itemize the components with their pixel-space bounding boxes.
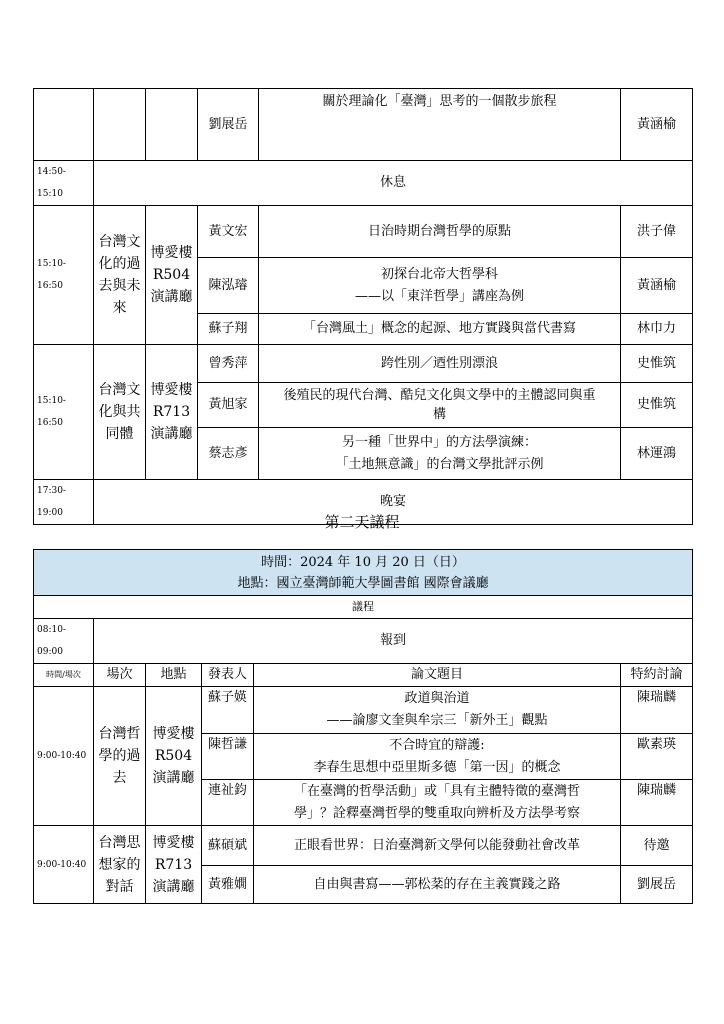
paper-title-line: 學」？詮釋臺灣哲學的雙重取向辨析及方法學考察 (293, 805, 580, 821)
paper-title-cell (254, 687, 621, 734)
discussant-cell: 史惟筑 (621, 383, 693, 428)
break-time: 14:50-15:10 (34, 161, 94, 206)
dinner-label: 晚宴 (94, 480, 693, 525)
header-time: 時間/場次 (34, 664, 94, 687)
venue-cell (146, 89, 198, 161)
paper-title-line: 政道與治道 (404, 691, 470, 706)
paper-title-line: 李春生思想中亞里斯多德「第一因」的概念 (313, 759, 561, 775)
session-name: 台灣文化與共同體 (94, 345, 146, 480)
header-title: 論文題目 (254, 664, 621, 687)
paper-title-line: 後殖民的現代台灣、酷兒文化與文學中的主體認同與重 (283, 388, 596, 403)
paper-title-cell (259, 314, 621, 345)
session-venue: 博愛樓R504演講廳 (146, 687, 202, 826)
paper-title-line: 另一種「世界中」的方法學演練： (341, 434, 537, 450)
discussant-cell: 林運鴻 (621, 428, 693, 480)
paper-title-cell (254, 826, 621, 866)
paper-title: 自由與書寫——郭松棻的存在主義實踐之路 (313, 876, 561, 892)
paper-title-cell (259, 345, 621, 383)
discussant-cell: 陳瑞麟 (621, 780, 693, 826)
paper-title-cell (259, 89, 621, 161)
registration-time: 08:10-09:00 (34, 619, 94, 664)
speaker-cell: 陳哲謙 (202, 734, 254, 780)
speaker-cell: 黃旭家 (198, 383, 259, 428)
paper-title-line: ——論廖文奎與牟宗三「新外王」觀點 (326, 713, 548, 728)
speaker-cell: 陳泓璿 (198, 258, 259, 314)
discussant-cell: 劉展岳 (621, 866, 693, 904)
table-row (34, 550, 693, 596)
speaker-cell: 黃文宏 (198, 206, 259, 258)
speaker-cell: 蘇子媖 (202, 687, 254, 734)
discussant-cell: 林巾力 (621, 314, 693, 345)
session-venue: 博愛樓R504演講廳 (146, 206, 198, 345)
discussant-cell: 黃涵榆 (621, 89, 693, 161)
discussant-cell: 史惟筑 (621, 345, 693, 383)
session-time: 15:10-16:50 (34, 345, 94, 480)
session-cell (94, 89, 146, 161)
header-speaker: 發表人 (202, 664, 254, 687)
day1-schedule-table (33, 88, 693, 525)
session-venue: 博愛樓R713演講廳 (146, 345, 198, 480)
speaker-cell: 劉展岳 (198, 89, 259, 161)
paper-title: 日治時期台灣哲學的原點 (367, 223, 511, 239)
paper-title-cell (259, 258, 621, 314)
paper-title-line: 構 (432, 407, 446, 422)
paper-title-line: ——以「東洋哲學」講座為例 (354, 288, 524, 304)
session-time: 15:10-16:50 (34, 206, 94, 345)
table-row (34, 619, 693, 664)
day2-schedule-table (33, 549, 693, 904)
session-name: 台灣文化的過去與未來 (94, 206, 146, 345)
paper-title-line: 初探台北帝大哲學科 (380, 266, 498, 282)
paper-title: 正眼看世界：日治臺灣新文學何以能發動社會改革 (293, 837, 580, 853)
speaker-cell: 蘇碩斌 (202, 826, 254, 866)
header-session: 場次 (94, 664, 146, 687)
session-name: 台灣哲學的過去 (94, 687, 146, 826)
session-venue: 博愛樓R713演講廳 (146, 826, 202, 904)
event-info (34, 550, 693, 596)
time-cell (34, 89, 94, 161)
speaker-cell: 蔡志彥 (198, 428, 259, 480)
session-time: 9:00-10:40 (34, 826, 94, 904)
paper-title: 「台灣風土」概念的起源、地方實踐與當代書寫 (302, 321, 576, 336)
discussant-cell: 陳瑞麟 (621, 687, 693, 734)
table-row (34, 161, 693, 206)
discussant-cell: 歐素瑛 (621, 734, 693, 780)
speaker-cell: 曾秀萍 (198, 345, 259, 383)
break-label: 休息 (94, 161, 693, 206)
paper-title-cell (254, 780, 621, 826)
discussant-cell: 待邀 (621, 826, 693, 866)
table-row (34, 206, 693, 258)
paper-title-cell (259, 428, 621, 480)
speaker-cell: 連祉鈞 (202, 780, 254, 826)
paper-title-cell (254, 866, 621, 904)
dinner-time: 17:30-19:00 (34, 480, 94, 525)
speaker-cell: 蘇子翔 (198, 314, 259, 345)
header-discussant: 特約討論 (621, 664, 693, 687)
table-row (34, 345, 693, 383)
agenda-label: 議程 (34, 596, 693, 619)
day2-heading: 第二天議程 (324, 513, 400, 531)
header-venue: 地點 (146, 664, 202, 687)
table-row (34, 596, 693, 619)
session-time: 9:00-10:40 (34, 687, 94, 826)
paper-title-line: 不合時宜的辯護: (389, 737, 485, 753)
session-name: 台灣思想家的對話 (94, 826, 146, 904)
discussant-cell: 洪子偉 (621, 206, 693, 258)
table-row (34, 687, 693, 734)
paper-title: 關於理論化「臺灣」思考的一個散步旅程 (322, 94, 557, 109)
table-header-row (34, 664, 693, 687)
paper-title-line: 「在臺灣的哲學活動」或「具有主體特徵的臺灣哲 (293, 783, 580, 799)
speaker-cell: 黃雅嫺 (202, 866, 254, 904)
paper-title-cell (254, 734, 621, 780)
paper-title-cell (259, 206, 621, 258)
event-date: 時間：2024 年 10 月 20 日（日） (261, 554, 465, 570)
registration-label: 報到 (94, 619, 693, 664)
discussant-cell: 黃涵榆 (621, 258, 693, 314)
table-row (34, 89, 693, 161)
paper-title-line: 「土地無意識」的台灣文學批評示例 (335, 456, 544, 472)
event-place: 地點：國立臺灣師範大學圖書館 國際會議廳 (237, 575, 489, 591)
table-row (34, 826, 693, 866)
paper-title-cell (259, 383, 621, 428)
paper-title: 跨性別／迺性別漂浪 (380, 355, 498, 371)
